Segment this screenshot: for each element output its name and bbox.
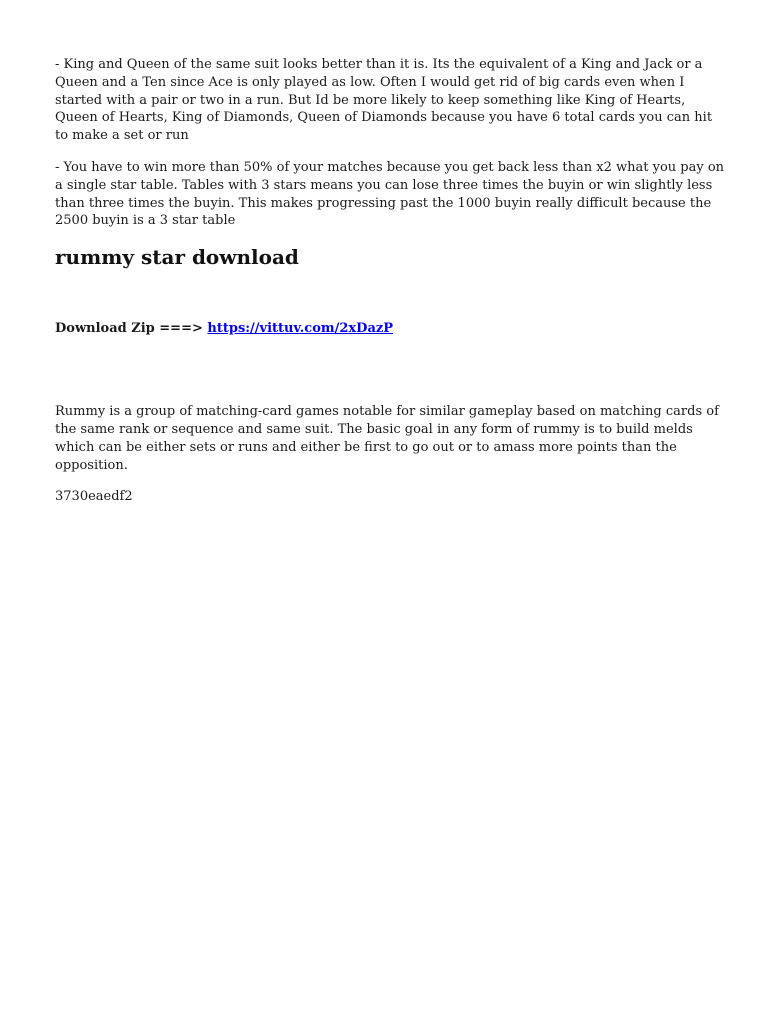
download-line xyxy=(55,320,725,338)
paragraph-description: Rummy is a group of matching-card games notable for similar gameplay based on matching cards of the same rank or sequence and same suit. The basic goal in any form of rummy is to build melds which can be either sets or runs and either be first to go out or to amass more points than the opposition. xyxy=(55,404,719,473)
download-label: Download Zip ===> xyxy=(55,321,203,337)
page-heading: rummy star download xyxy=(55,245,299,270)
paragraph-win-rate: - You have to win more than 50% of your matches because you get back less than x2 what you pay on a single star table. Tables with 3 stars means you can lose three times the buyin or win slightly less than three times the buyin. This makes progressing past the 1000 buyin really difficult because the 2500 buyin is a 3 star table xyxy=(55,159,725,229)
code-text: 3730eaedf2 xyxy=(55,489,133,505)
document-page xyxy=(55,56,725,506)
download-link[interactable]: https://vittuv.com/2xDazP xyxy=(207,321,394,337)
paragraph-king-queen: - King and Queen of the same suit looks better than it is. Its the equivalent of a King and Jack or a Queen and a Ten since Ace is only played as low. Often I would get rid of big cards even when I started with a pair or two in a run. But Id be more likely to keep something like King of Hearts, Queen of Hearts, King of Diamonds, Queen of Diamonds because you have 6 total cards you can hit to make a set or run xyxy=(55,57,713,144)
